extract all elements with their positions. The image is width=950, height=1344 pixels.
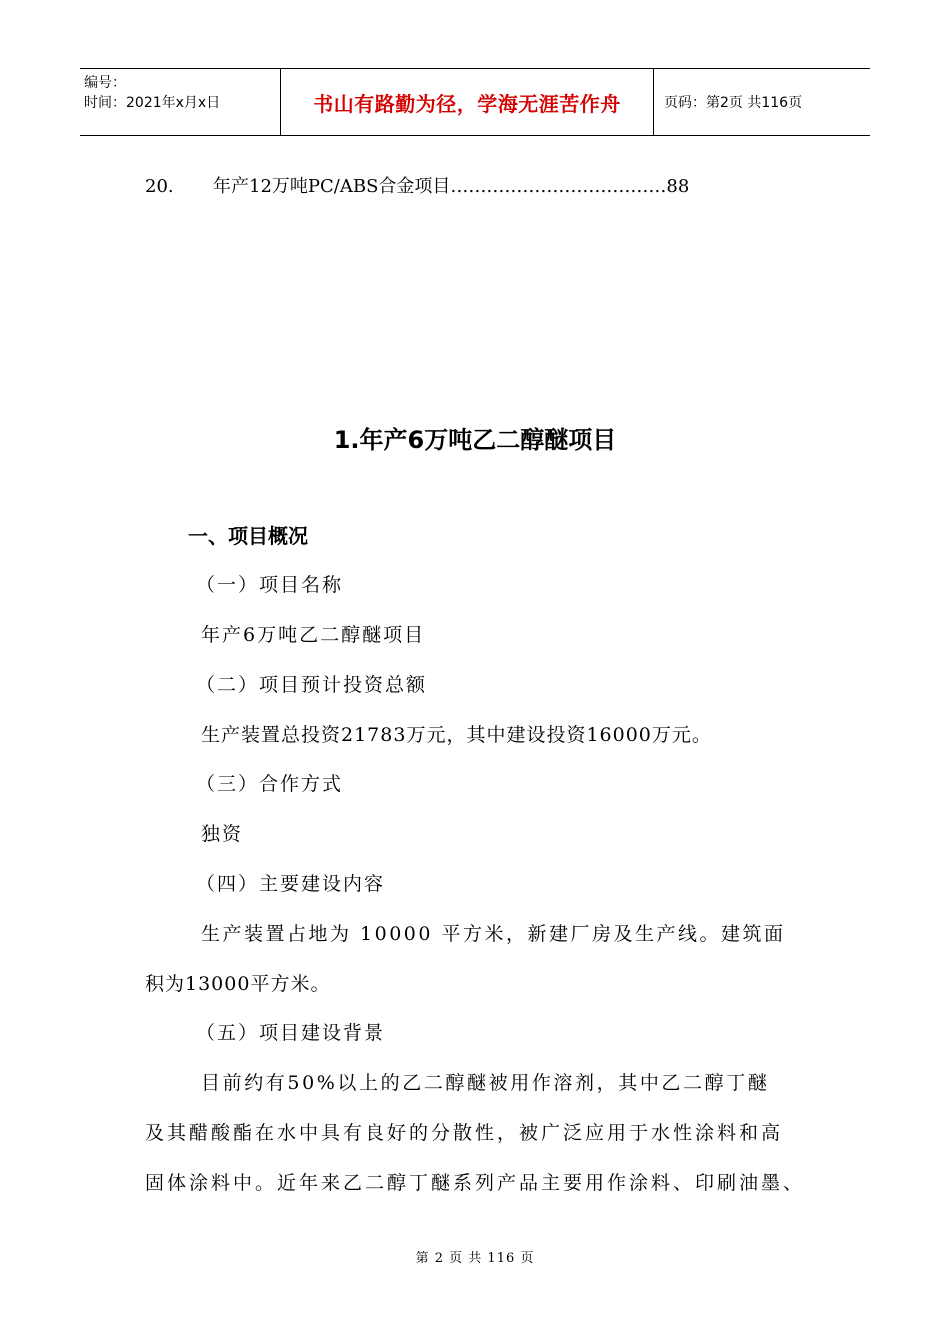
body-text-line: 目前约有50%以上的乙二醇醚被用作溶剂，其中乙二醇丁醚: [201, 1072, 770, 1094]
body-text-line: 积为13000平方米。: [145, 973, 331, 995]
subheading-cooperation: （三）合作方式: [196, 773, 344, 795]
subheading-project-name: （一）项目名称: [196, 574, 344, 596]
page-header: [80, 68, 870, 136]
body-text-line: 固体涂料中。近年来乙二醇丁醚系列产品主要用作涂料、印刷油墨、: [145, 1172, 806, 1194]
body-text-line: 及其醋酸酯在水中具有良好的分散性，被广泛应用于水性涂料和高: [145, 1122, 784, 1144]
section-heading: 一、项目概况: [188, 524, 308, 548]
header-page-info: 页码：第2页 共116页: [664, 95, 803, 111]
subheading-investment: （二）项目预计投资总额: [196, 674, 428, 696]
header-motto: 书山有路勤为径，学海无涯苦作舟: [281, 69, 654, 135]
toc-entry-number: 20.: [145, 176, 174, 197]
body-text-line: 生产装置总投资21783万元，其中建设投资16000万元。: [201, 724, 712, 746]
header-date-label: 时间：2021年x月x日: [84, 95, 221, 111]
body-text-line: 年产6万吨乙二醇醚项目: [201, 624, 426, 646]
header-number-label: 编号：: [84, 75, 126, 91]
project-title: 1.年产6万吨乙二醇醚项目: [333, 426, 617, 454]
body-text-line: 独资: [201, 823, 244, 845]
header-meta: [80, 69, 281, 135]
body-text-line: 生产装置占地为 10000 平方米，新建厂房及生产线。建筑面: [201, 923, 786, 945]
page-footer: 第 2 页 共 116 页: [415, 1251, 535, 1266]
toc-entry-text: 年产12万吨PC/ABS合金项目………………………………88: [213, 176, 690, 197]
subheading-construction: （四）主要建设内容: [196, 873, 386, 895]
subheading-background: （五）项目建设背景: [196, 1022, 386, 1044]
toc-entry: [145, 172, 689, 198]
